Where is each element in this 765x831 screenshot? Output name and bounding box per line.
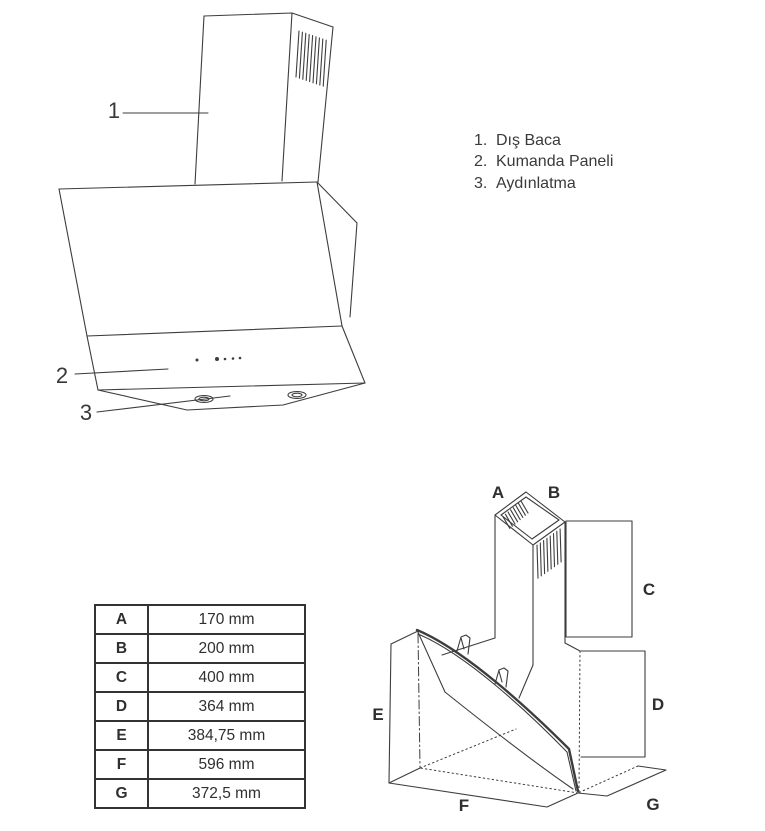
chimney-outline bbox=[495, 492, 565, 665]
dimension-box-c bbox=[566, 521, 632, 637]
glass-panel-outline bbox=[59, 182, 342, 336]
table-row bbox=[95, 750, 305, 779]
dim-label-c: C bbox=[642, 580, 656, 599]
dimension-key: F bbox=[95, 750, 148, 779]
dim-label-a: A bbox=[491, 483, 505, 502]
vent-slats-icon bbox=[296, 31, 326, 86]
dimension-key: G bbox=[95, 779, 148, 808]
callout-2: 2 bbox=[55, 363, 69, 388]
table-row bbox=[95, 692, 305, 721]
dimensions-table bbox=[94, 604, 306, 809]
dimension-key: E bbox=[95, 721, 148, 750]
dimension-value: 400 mm bbox=[148, 663, 305, 692]
table-row bbox=[95, 663, 305, 692]
dim-label-f: F bbox=[458, 796, 470, 815]
legend-item-number: 1. bbox=[474, 132, 488, 149]
table-row bbox=[95, 779, 305, 808]
callout-leader-lines bbox=[75, 113, 230, 412]
legend-item-number: 2. bbox=[474, 153, 488, 171]
dimension-key: C bbox=[95, 663, 148, 692]
legend-item bbox=[474, 151, 613, 172]
dimension-value: 364 mm bbox=[148, 692, 305, 721]
dimension-key: B bbox=[95, 634, 148, 663]
dimension-key: D bbox=[95, 692, 148, 721]
hood-illustration bbox=[40, 0, 400, 430]
callout-1: 1 bbox=[107, 98, 121, 123]
legend-item-label: Aydınlatma bbox=[496, 174, 576, 192]
legend-item-label: Dış Baca bbox=[496, 132, 561, 149]
control-buttons-icon bbox=[196, 357, 242, 362]
table-row bbox=[95, 634, 305, 663]
dimension-value: 384,75 mm bbox=[148, 721, 305, 750]
legend-item-number: 3. bbox=[474, 174, 488, 192]
glass-panel-outline bbox=[417, 630, 578, 791]
parts-legend bbox=[474, 130, 613, 194]
dimension-value: 596 mm bbox=[148, 750, 305, 779]
dimension-value: 200 mm bbox=[148, 634, 305, 663]
legend-item bbox=[474, 173, 613, 194]
dimension-value: 170 mm bbox=[148, 605, 305, 634]
table-row bbox=[95, 605, 305, 634]
callout-3: 3 bbox=[79, 400, 93, 425]
hood-body-outline bbox=[389, 631, 580, 783]
control-apron-outline bbox=[87, 326, 365, 390]
table-row bbox=[95, 721, 305, 750]
dim-label-g: G bbox=[646, 795, 660, 814]
legend-item bbox=[474, 130, 613, 151]
dimension-diagram bbox=[370, 470, 765, 831]
dimension-box-d bbox=[579, 651, 645, 792]
dim-label-b: B bbox=[547, 483, 561, 502]
dimension-key: A bbox=[95, 605, 148, 634]
lamp-icons bbox=[195, 392, 306, 403]
dimension-value: 372,5 mm bbox=[148, 779, 305, 808]
legend-item-label: Kumanda Paneli bbox=[496, 153, 614, 171]
dim-label-e: E bbox=[372, 705, 384, 724]
dim-label-d: D bbox=[651, 695, 665, 714]
